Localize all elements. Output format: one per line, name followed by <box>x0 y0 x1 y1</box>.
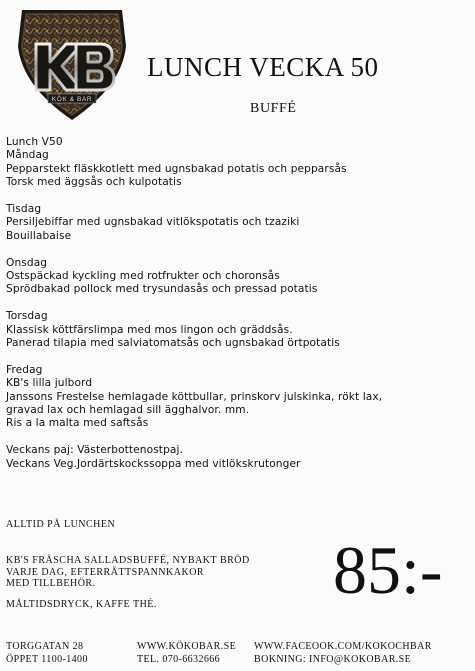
day-wednesday <box>6 257 468 297</box>
always-included-heading: ALLTID PÅ LUNCHEN <box>6 519 116 530</box>
salad-buffet-info <box>6 555 250 590</box>
dish: Janssons Frestelse hemlagade köttbullar, prinskorv julskinka, rökt lax, <box>6 390 383 403</box>
dish: Sprödbakad pollock med trysundasås och pressad potatis <box>6 283 318 296</box>
dish: Ostspäckad kyckling med rotfrukter och choronsås <box>6 270 280 283</box>
day-name: Måndag <box>6 149 49 162</box>
info-line: VARJE DAG, EFTERRÄTTSPANNKAKOR <box>6 566 205 578</box>
dish: Bouillabaise <box>6 229 72 242</box>
day-tuesday <box>6 203 468 243</box>
svg-text:KÖK & BAR: KÖK & BAR <box>51 96 93 103</box>
day-name: Torsdag <box>6 310 48 323</box>
footer-facebook-link[interactable]: WWW.FACEOOK.COM/KOKOCHBAR <box>254 641 432 652</box>
footer-social-block <box>254 641 432 666</box>
footer-website-link[interactable]: WWW.KÖKOBAR.SE <box>137 641 237 652</box>
dish: gravad lax och hemlagad sill ägghalvor. mm. <box>6 404 250 417</box>
drink-info: MÅLTIDSDRYCK, KAFFE THÉ. <box>6 599 157 610</box>
dish: Torsk med äggsås och kulpotatis <box>6 176 182 189</box>
footer-phone: TEL. 070-6632666 <box>137 653 221 665</box>
footer-address: TORGGATAN 28 <box>6 641 84 652</box>
day-friday <box>6 364 468 431</box>
dish: Klassisk köttfärslimpa med mos lingon och gräddsås. <box>6 323 293 336</box>
weekly-veg: Veckans Veg.Jordärtskockssoppa med vitlökskrutonger <box>6 457 301 470</box>
day-name: Onsdag <box>6 256 48 269</box>
footer-hours: ÖPPET 1100-1400 <box>6 653 88 665</box>
footer-booking-email[interactable]: BOKNING: INFO@KOKOBAR.SE <box>254 653 412 665</box>
footer-contact-block <box>137 641 236 666</box>
weekly-menu <box>6 136 468 471</box>
dish: Panerad tilapia med salviatomatsås och ugnsbakad örtpotatis <box>6 337 340 350</box>
dish: KB's lilla julbord <box>6 377 93 390</box>
day-name: Tisdag <box>6 203 42 216</box>
kb-shield-logo-icon <box>12 6 132 124</box>
day-name: Fredag <box>6 363 43 376</box>
page-subtitle: BUFFÉ <box>250 101 297 116</box>
day-thursday <box>6 310 468 350</box>
dish: Pepparstekt fläskkotlett med ugnsbakad potatis och pepparsås <box>6 162 347 175</box>
day-monday <box>6 149 468 189</box>
weekly-pie: Veckans paj: Västerbottenostpaj. <box>6 444 183 457</box>
footer-address-block <box>6 641 88 666</box>
dish: Persiljebiffar med ugnsbakad vitlökspotatis och tzaziki <box>6 216 300 229</box>
info-line: MED TILLBEHÖR. <box>6 578 96 589</box>
info-line: KB'S FRÄSCHA SALLADSBUFFÉ, NYBAKT BRÖD <box>6 555 250 566</box>
dish: Ris a la malta med saftsås <box>6 417 149 430</box>
weekly-extras <box>6 444 468 471</box>
page-title: LUNCH VECKA 50 <box>147 52 379 82</box>
lunch-price: 85:- <box>333 532 443 608</box>
week-label: Lunch V50 <box>6 136 63 148</box>
